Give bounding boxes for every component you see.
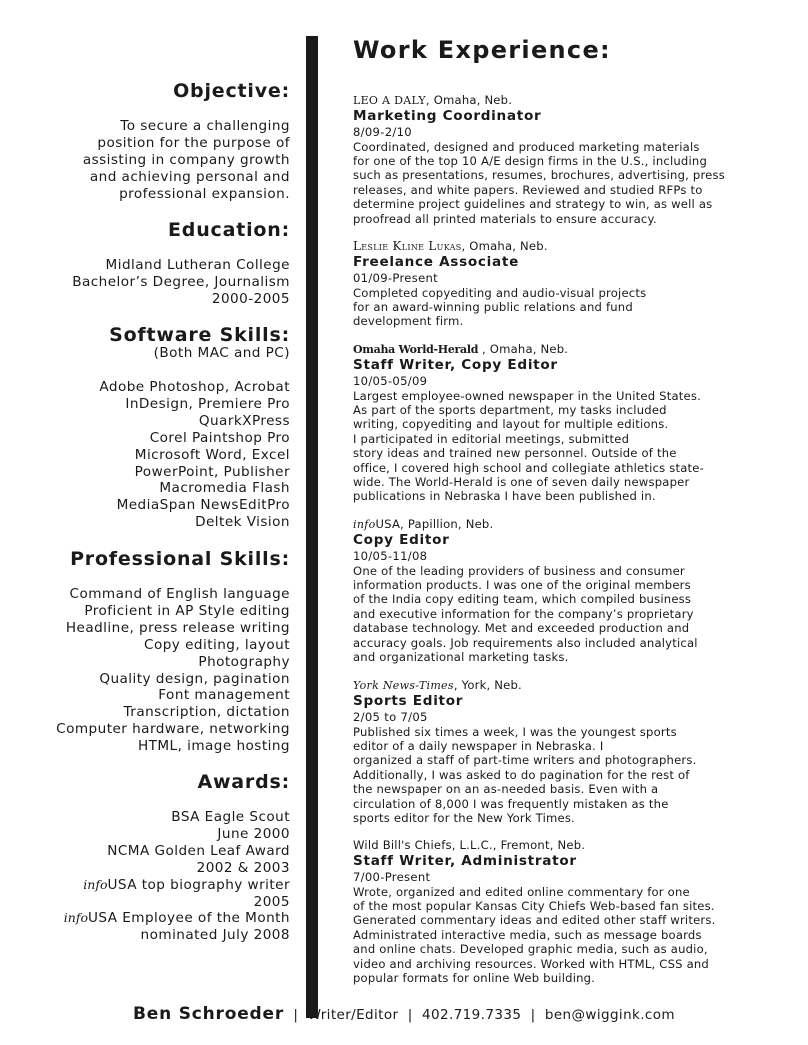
job-entry bbox=[353, 93, 803, 226]
award-item: 2002 & 2003 bbox=[196, 859, 290, 876]
education-line: 2000-2005 bbox=[211, 290, 290, 307]
professional-skill-item: Proficient in AP Style editing bbox=[84, 602, 290, 619]
job-description: Largest employee-owned newspaper in the United States. As part of the sports department, my tasks included writing, copyediting and layout for multiple editions. I participated in editorial meetings, submitted story ideas and trained new personnel. Outside of the office, I covered high school and collegiate athletics state- wide. The World-Herald is one of seven daily newspaper publications in Nebraska I have been published in. bbox=[353, 388, 704, 504]
award-item: NCMA Golden Leaf Award bbox=[107, 842, 290, 859]
software-skills-subheading: (Both MAC and PC) bbox=[153, 345, 290, 361]
job-description: Wrote, organized and edited online commentary for one of the most popular Kansas City Chiefs Web-based fan sites. Generated commentary ideas and edited other staff writers. Administrated interactive media, such as message boards and online chats. Developed graphic media, such as audio, video and archiving resources. Worked with HTML, CSS and popular formats for online Web building. bbox=[353, 884, 716, 985]
job-title: Copy Editor bbox=[353, 532, 450, 548]
job-title: Staff Writer, Copy Editor bbox=[353, 357, 558, 373]
award-item: infoUSA top biography writer bbox=[83, 876, 290, 893]
job-dates: 10/05-11/08 bbox=[353, 549, 428, 563]
footer-phone: 402.719.7335 bbox=[422, 1007, 522, 1023]
job-entry bbox=[353, 517, 803, 664]
award-item: June 2000 bbox=[217, 825, 290, 842]
footer-separator: | bbox=[407, 1007, 413, 1023]
software-skill-item: PowerPoint, Publisher bbox=[134, 463, 290, 480]
award-item: infoUSA Employee of the Month bbox=[63, 910, 290, 927]
professional-skill-item: HTML, image hosting bbox=[137, 738, 290, 755]
professional-skill-item: Command of English language bbox=[69, 586, 290, 602]
software-skill-item: Corel Paintshop Pro bbox=[149, 429, 290, 446]
vertical-divider bbox=[306, 36, 318, 1018]
job-description: Completed copyediting and audio-visual projects for an award-winning public relations and fund development firm. bbox=[353, 285, 647, 329]
professional-skill-item: Headline, press release writing bbox=[65, 619, 290, 636]
software-skill-item: Microsoft Word, Excel bbox=[134, 446, 290, 463]
job-title: Marketing Coordinator bbox=[353, 108, 542, 124]
job-entry bbox=[353, 239, 803, 329]
software-skill-item: MediaSpan NewsEditPro bbox=[116, 497, 290, 514]
awards-list bbox=[64, 809, 290, 944]
job-description: One of the leading providers of business and consumer information products. I was one of the original members of the India copy editing team, which compiled business and executive information for the company’s proprietary database technology. Met and exceeded production and accuracy goals. Job requirements also included analytical and organizational marketing tasks. bbox=[353, 563, 698, 664]
objective-line: and achieving personal and bbox=[89, 168, 290, 185]
job-description: Published six times a week, I was the youngest sports editor of a daily newspaper in Nebraska. I organized a staff of part-time writers and photographers. Additionally, I was asked to do pagination for the rest of the newspaper on an as-needed basis. Even with a circulation of 8,000 I was frequently mistaken as the sports editor for the New York Times. bbox=[353, 724, 697, 825]
job-title: Staff Writer, Administrator bbox=[353, 853, 577, 869]
professional-skill-item: Photography bbox=[198, 653, 290, 670]
job-employer: York News-Times, York, Neb. bbox=[353, 678, 522, 692]
award-item: 2005 bbox=[253, 893, 290, 910]
objective-line: assisting in company growth bbox=[82, 151, 290, 168]
professional-skill-item: Computer hardware, networking bbox=[56, 721, 290, 738]
footer-name: Ben Schroeder bbox=[133, 1004, 285, 1024]
professional-skills-heading: Professional Skills: bbox=[70, 548, 290, 570]
professional-skill-item: Font management bbox=[158, 687, 290, 704]
footer-role: Writer/Editor bbox=[307, 1007, 399, 1023]
professional-skill-item: Transcription, dictation bbox=[123, 704, 290, 721]
software-skill-item: Deltek Vision bbox=[195, 514, 290, 531]
software-skills-list bbox=[99, 379, 290, 531]
professional-skill-item: Quality design, pagination bbox=[99, 670, 290, 687]
job-entry bbox=[353, 838, 803, 985]
job-entry bbox=[353, 678, 803, 825]
job-employer: LEO A DALY, Omaha, Neb. bbox=[353, 93, 513, 107]
job-employer: Wild Bill's Chiefs, L.L.C., Fremont, Neb. bbox=[353, 838, 586, 852]
footer-separator: | bbox=[530, 1007, 536, 1023]
award-item: BSA Eagle Scout bbox=[171, 809, 290, 825]
job-employer: infoUSA, Papillion, Neb. bbox=[353, 517, 494, 531]
job-dates: 7/00-Present bbox=[353, 870, 431, 884]
job-dates: 8/09-2/10 bbox=[353, 125, 412, 139]
professional-skills-list bbox=[56, 586, 290, 755]
job-entry bbox=[353, 342, 803, 504]
education-text bbox=[72, 257, 290, 308]
objective-line: professional expansion. bbox=[119, 185, 290, 202]
software-skill-item: QuarkXPress bbox=[198, 412, 290, 429]
work-experience-heading: Work Experience: bbox=[353, 36, 611, 64]
job-title: Freelance Associate bbox=[353, 254, 520, 270]
footer-email: ben@wiggink.com bbox=[544, 1007, 675, 1023]
job-employer: Leslie Kline Lukas, Omaha, Neb. bbox=[353, 239, 548, 253]
objective-text bbox=[83, 118, 290, 203]
software-skill-item: Adobe Photoshop, Acrobat bbox=[99, 379, 290, 395]
job-description: Coordinated, designed and produced marketing materials for one of the top 10 A/E design firms in the U.S., including such as presentations, resumes, brochures, advertising, press releases, and white papers. Reviewed and studied RFPs to determine project guidelines and strategy to win, as well as proofread all printed materials to ensure accuracy. bbox=[353, 139, 725, 226]
education-line: Bachelor’s Degree, Journalism bbox=[72, 273, 290, 290]
objective-heading: Objective: bbox=[173, 80, 290, 102]
job-title: Sports Editor bbox=[353, 693, 464, 709]
software-skill-item: Macromedia Flash bbox=[159, 480, 290, 497]
awards-heading: Awards: bbox=[197, 771, 290, 793]
objective-line: position for the purpose of bbox=[97, 134, 290, 151]
job-dates: 10/05-05/09 bbox=[353, 374, 428, 388]
education-line: Midland Lutheran College bbox=[105, 257, 290, 273]
software-skill-item: InDesign, Premiere Pro bbox=[125, 395, 290, 412]
footer-separator: | bbox=[293, 1007, 299, 1023]
job-employer: Omaha World-Herald , Omaha, Neb. bbox=[353, 342, 569, 356]
education-heading: Education: bbox=[168, 219, 290, 241]
professional-skill-item: Copy editing, layout bbox=[144, 636, 290, 653]
objective-line: To secure a challenging bbox=[120, 118, 290, 134]
software-skills-heading: Software Skills: bbox=[109, 324, 290, 346]
contact-footer bbox=[0, 1004, 808, 1024]
job-dates: 01/09-Present bbox=[353, 271, 438, 285]
award-item: nominated July 2008 bbox=[140, 927, 290, 944]
job-dates: 2/05 to 7/05 bbox=[353, 710, 428, 724]
